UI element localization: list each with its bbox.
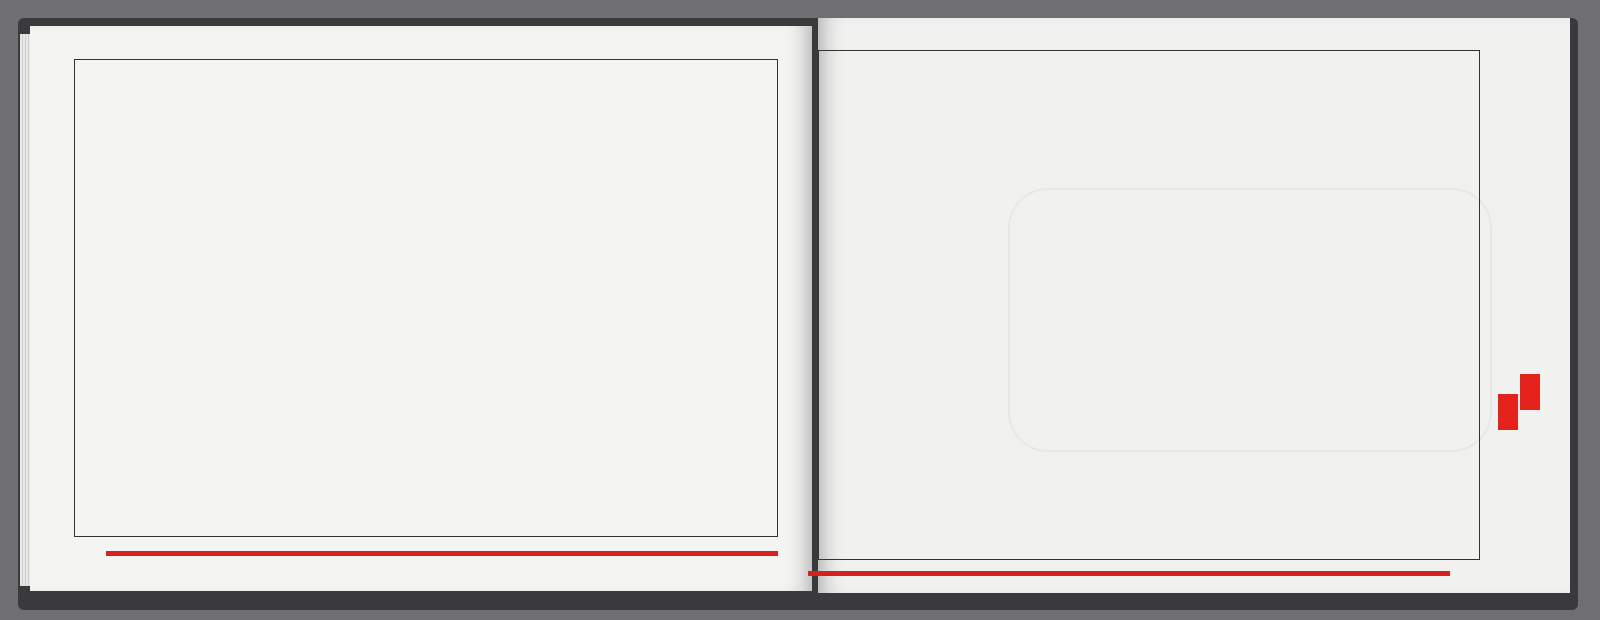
right-page — [818, 18, 1570, 593]
left-spec-table — [74, 59, 778, 537]
red-index-tab — [1520, 374, 1540, 410]
left-page — [30, 26, 812, 591]
red-index-tab-lower — [1498, 394, 1518, 430]
left-red-rule — [106, 551, 778, 556]
right-spec-table — [818, 50, 1480, 560]
right-red-rule — [808, 571, 1450, 576]
